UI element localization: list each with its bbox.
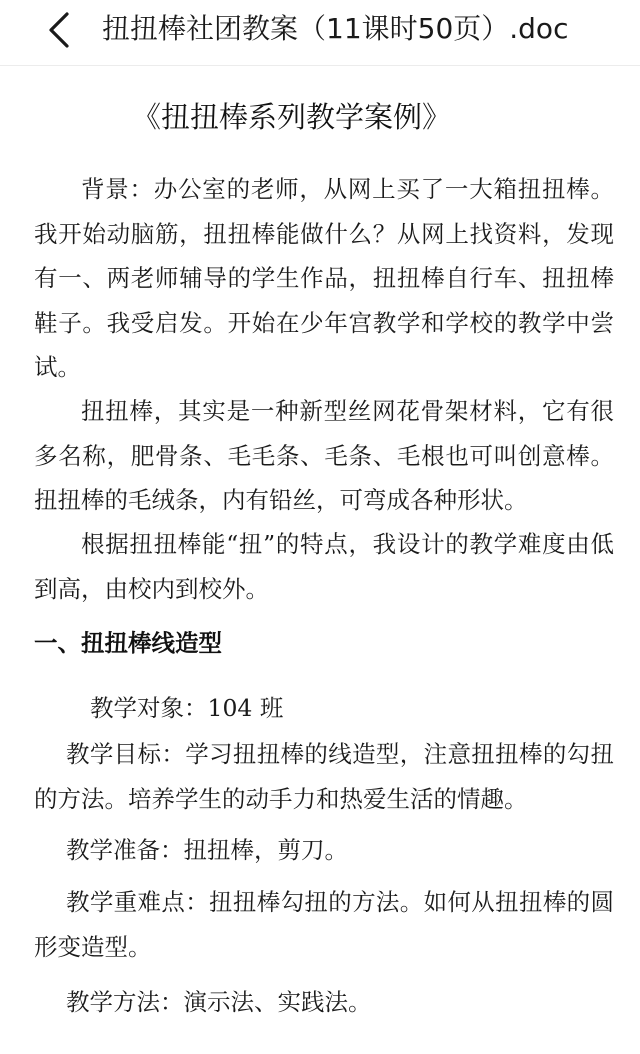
chevron-left-icon [38,8,82,52]
paragraph-design: 根据扭扭棒能“扭”的特点，我设计的教学难度由低到高，由校内到校外。 [34,530,614,603]
item-teaching-method: 教学方法：演示法、实践法。 [66,988,372,1016]
document-page [0,66,640,1054]
item-teaching-goal: 教学目标：学习扭扭棒的线造型，注意扭扭棒的勾扭的方法。培养学生的动手力和热爱生活的情趣。 [34,740,614,813]
paragraph-background: 背景：办公室的老师，从网上买了一大箱扭扭棒。我开始动脑筋，扭扭棒能做什么？从网上找资料，发现有一、两老师辅导的学生作品，扭扭棒自行车、扭扭棒鞋子。我受启发。开始在少年宫教学和学校的教学中尝试。 [34,175,614,381]
paragraph-material: 扭扭棒，其实是一种新型丝网花骨架材料，它有很多名称，肥骨条、毛毛条、毛条、毛根也可叫创意棒。扭扭棒的毛绒条，内有铅丝，可弯成各种形状。 [34,397,614,514]
section-heading: 一、扭扭棒线造型 [34,629,222,657]
document-filename-title: 扭扭棒社团教案（11课时50页）.doc [102,12,569,45]
back-button[interactable] [38,8,82,52]
item-teaching-key-points: 教学重难点：扭扭棒勾扭的方法。如何从扭扭棒的圆形变造型。 [34,888,614,961]
item-teaching-target: 教学对象：104 班 [90,694,284,722]
document-title: 《扭扭棒系列教学案例》 [132,100,452,134]
item-teaching-prep: 教学准备：扭扭棒，剪刀。 [66,836,348,864]
top-bar [0,0,640,66]
